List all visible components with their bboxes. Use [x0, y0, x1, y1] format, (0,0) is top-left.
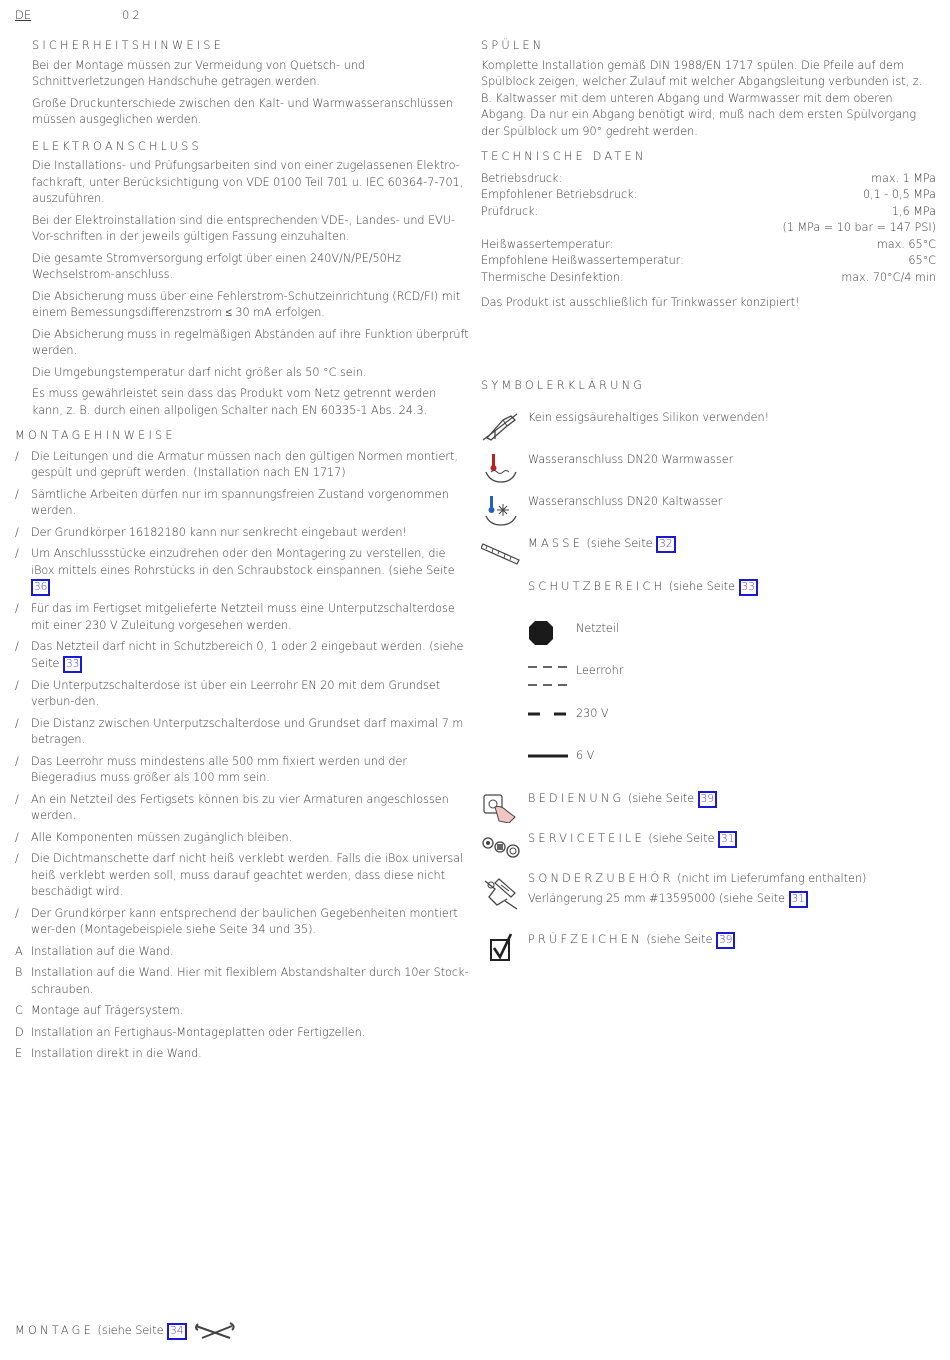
cold-water-icon: [481, 494, 521, 526]
hand-control-icon: [481, 791, 521, 823]
conduit-dashed-icon: [528, 663, 570, 687]
mounting-section: [15, 428, 470, 1063]
page-reference-link[interactable]: 36: [31, 579, 50, 596]
page-reference-link[interactable]: 31: [789, 891, 808, 908]
page-reference-link[interactable]: 31: [718, 831, 737, 848]
tech-section: [481, 149, 936, 312]
list-item: / Alle Komponenten müssen zugänglich bleiben.: [15, 830, 293, 844]
list-item: / Für das im Fertigset mitgelieferte Netzteil muss eine Unterputzschalterdose mit einer 230 V Zuleitung vorgesehen werden.: [15, 602, 455, 632]
safety-title: SICHERHEITSHINWEISE: [32, 39, 224, 52]
page-reference-link[interactable]: 39: [698, 791, 717, 808]
variant-item: B Installation auf die Wand. Hier mit flexiblem Abstandshalter durch 10er Stock-schrauben.: [15, 966, 469, 996]
tech-row: Heißwassertemperatur: max. 65°C: [481, 237, 936, 251]
symbols-title: SYMBOLERKLÄRUNG: [481, 379, 646, 392]
electrical-paragraph: Es muss gewährleistet sein dass das Produkt vom Netz getrennt werden kann, z. B. durch einen allpoligen Schalter nach EN 60335-1 Abs. 24.3.: [32, 387, 437, 417]
electrical-title: ELEKTROANSCHLUSS: [32, 139, 202, 153]
spare-parts-icon: [481, 831, 521, 863]
electrical-paragraph: Die Umgebungstemperatur darf nicht größer als 50 °C sein.: [32, 365, 367, 379]
page-reference-link[interactable]: 33: [63, 656, 82, 673]
page-reference-link[interactable]: 33: [739, 579, 758, 596]
zone-label: SCHUTZBEREICH (siehe Seite 33: [528, 579, 758, 596]
list-item: / Der Grundkörper 16182180 kann nur senkrecht eingebaut werden!: [15, 525, 407, 539]
accessories-label: SONDERZUBEHÖR (nicht im Lieferumfang enthalten): [528, 872, 867, 885]
page-number: 02: [122, 8, 143, 22]
accessories-icon: [481, 871, 521, 911]
list-item: / Die Unterputzschalterdose ist über ein Leerrohr EN 20 mit dem Grundset verbun-den.: [15, 678, 441, 708]
list-item: / Der Grundkörper kann entsprechend der baulichen Gegebenheiten montiert wer-den (Montagebeispiele siehe Seite 34 und 35).: [15, 906, 458, 936]
electrical-paragraph: Die gesamte Stromversorgung erfolgt über einen 240V/N/PE/50Hz Wechselstrom-anschluss.: [32, 251, 401, 281]
tech-row: Prüfdruck: 1,6 MPa: [481, 204, 936, 218]
electrical-paragraph: Die Absicherung muss in regelmäßigen Abständen auf ihre Funktion überprüft werden.: [32, 327, 469, 357]
operation-title: BEDIENUNG: [528, 792, 625, 805]
ruler-icon: [481, 536, 521, 568]
mounting-title: MONTAGEHINWEISE: [15, 429, 176, 442]
psu-octagon-icon: [528, 621, 570, 645]
electrical-section: [15, 139, 470, 420]
tools-icon: [194, 1320, 236, 1342]
spares-title: SERVICETEILE: [528, 832, 645, 845]
operation-label: BEDIENUNG (siehe Seite 39: [528, 791, 717, 808]
flushing-section: [481, 38, 936, 140]
tech-note: Das Produkt ist ausschließlich für Trinkwasser konzipiert!: [481, 296, 800, 309]
tech-row: Betriebsdruck: max. 1 MPa: [481, 171, 936, 185]
safety-paragraph: Bei der Montage müssen zur Vermeidung von Quetsch- und Schnittverletzungen Handschuhe getragen werden.: [32, 58, 366, 88]
footer-see: (siehe Seite: [97, 1324, 164, 1337]
language-code: DE: [15, 8, 32, 22]
variant-item: E Installation direkt in die Wand.: [15, 1047, 202, 1060]
list-item: / Die Dichtmanschette darf nicht heiß verklebt werden. Falls die iBox universal heiß verklebt werden soll, muss darauf geachtet werden, dass diese nicht beschädigt wird.: [15, 852, 464, 898]
footer-montage: [15, 1320, 236, 1342]
footer-title: MONTAGE: [15, 1324, 94, 1337]
warm-water-text: Wasseranschluss DN20 Warmwasser: [528, 453, 734, 466]
page-reference-link[interactable]: 39: [716, 932, 735, 949]
right-column: SPÜLEN Komplette Installation gemäß DIN 1988/EN 1717 spülen. Die Pfeile auf dem Spülblock zeigen, welcher Zulauf mit welcher Abgangsleitung verbunden ist, z. B. Kaltwasser mit dem unteren Abgang und Warmwasser mit dem oberen Abgang. Da nur ein Abgang benötigt wird, muß nach dem ersten Spülvorgang der Spülblock um 90° gedreht werden. TECHNISCHE DATEN Betriebsdruck: max. 1 MPa Empfohlener Betriebsdruck: 0,1 - 0,5 MPa Prüfdruck: 1,6 MPa (1 MPa = 10 bar = 147 PSI) Heißwassertemperatur: max. 65°C Empfohlene Heißwassertemperatur: 65°C Thermische Desinfektion: max. 70°C/4 min Das Produkt ist ausschließlich für Trinkwasser konzipiert! SYMBOLERKLÄRUNG Kein essigsäurehaltiges Silikon verwenden! Wasseranschluss DN20 Warmwasser Wasseranschluss DN20 Kaltwasser MASSE (siehe Seite 32 SCHUTZBEREICH (siehe Seite 33 Netzteil Leerrohr 230 V 6 V BEDIENUNG (siehe Seite 39 SERVICETEILE (siehe Seite 31 SONDERZUBEHÖR (nicht im Lieferumfang enthalten) Verlängerung 25 mm #13595000 (siehe Seite 31 PRÜFZEICHEN (siehe Seite 39: [481, 38, 936, 312]
tech-row: Empfohlene Heißwassertemperatur: 65°C: [481, 254, 936, 267]
tech-table: [481, 171, 936, 287]
flushing-text: Komplette Installation gemäß DIN 1988/EN 1717 spülen. Die Pfeile auf dem Spülblock zeigen, welcher Zulauf mit welcher Abgangsleitung verbunden ist, z. B. Kaltwasser mit dem unteren Abgang und Warmwasser mit dem oberen Abgang. Da nur ein Abgang benötigt wird, muß nach dem ersten Spülvorgang der Spülblock um 90° gedreht werden.: [481, 58, 923, 138]
variant-item: D Installation an Fertighaus-Montageplatten oder Fertigzellen.: [15, 1025, 366, 1039]
left-column: [15, 38, 470, 1068]
list-item: / Um Anschlussstücke einzudrehen oder den Montagering zu verstellen, die iBox mittels eines Rohrstücks in den Schraubstock einspannen. (siehe Seite 36: [15, 546, 470, 596]
list-item: / Die Distanz zwischen Unterputzschalterdose und Grundset darf maximal 7 m betragen.: [15, 716, 464, 746]
variant-item: C Montage auf Trägersystem.: [15, 1004, 184, 1017]
zone-title: SCHUTZBEREICH: [528, 580, 666, 593]
cold-water-text: Wasseranschluss DN20 Kaltwasser: [528, 495, 723, 508]
list-item: / Das Netzteil darf nicht in Schutzbereich 0, 1 oder 2 eingebaut werden. (siehe Seite 33: [15, 639, 470, 673]
silicone-gun-icon: [481, 410, 521, 442]
tech-row: Empfohlener Betriebsdruck: 0,1 - 0,5 MPa: [481, 188, 936, 201]
list-item: / Die Leitungen und die Armatur müssen nach den gültigen Normen montiert, gespült und geprüft werden. (Installation nach EN 1717): [15, 449, 458, 479]
test-title: PRÜFZEICHEN: [528, 933, 643, 946]
list-item: / Sämtliche Arbeiten dürfen nur im spannungsfreien Zustand vorgenommen werden.: [15, 487, 449, 517]
electrical-paragraph: Die Installations- und Prüfungsarbeiten sind von einer zugelassenen Elektro-fachkraft, unter Berücksichtigung von VDE 0100 Teil 701 u. IEC 60364-7-701, auszuführen.: [32, 159, 464, 205]
electrical-paragraph: Die Absicherung muss über eine Fehlerstrom-Schutzeinrichtung (RCD/FI) mit einem Bemessungsdifferenzstrom ≤ 30 mA erfolgen.: [32, 289, 461, 319]
masse-title: MASSE: [528, 537, 583, 550]
silicone-text: Kein essigsäurehaltiges Silikon verwenden!: [528, 411, 770, 424]
accessories-detail: Verlängerung 25 mm #13595000 (siehe Seite 31: [528, 891, 808, 908]
electrical-paragraph: Bei der Elektroinstallation sind die entsprechenden VDE-, Landes- und EVU-Vor-schriften in der jeweils gültigen Fassung einzuhalten.: [32, 213, 456, 243]
test-label: PRÜFZEICHEN (siehe Seite 39: [528, 932, 735, 949]
flushing-title: SPÜLEN: [481, 39, 545, 52]
tech-title: TECHNISCHE DATEN: [481, 150, 647, 163]
line-230v-icon: [528, 706, 570, 730]
variant-item: A Installation auf die Wand.: [15, 944, 174, 958]
line-6v-icon: [528, 748, 570, 772]
list-item: / Das Leerrohr muss mindestens alle 500 mm fixiert werden und der Biegeradius muss größer als 100 mm sein.: [15, 754, 408, 784]
checkmark-box-icon: [481, 932, 521, 964]
page-reference-link[interactable]: 32: [656, 536, 675, 553]
tech-row: (1 MPa = 10 bar = 147 PSI): [782, 221, 936, 234]
page-reference-link[interactable]: 34: [167, 1323, 186, 1340]
accessories-title: SONDERZUBEHÖR: [528, 872, 674, 885]
masse-label: MASSE (siehe Seite 32: [528, 536, 676, 553]
tech-row: Thermische Desinfektion: max. 70°C/4 min: [481, 270, 936, 284]
safety-section: [15, 38, 470, 129]
list-item: / An ein Netzteil des Fertigsets können bis zu vier Armaturen angeschlossen werden.: [15, 792, 449, 822]
spares-label: SERVICETEILE (siehe Seite 31: [528, 831, 737, 848]
safety-paragraph: Große Druckunterschiede zwischen den Kalt- und Warmwasseranschlüssen müssen ausgeglichen werden.: [32, 96, 453, 126]
warm-water-icon: [481, 452, 521, 484]
